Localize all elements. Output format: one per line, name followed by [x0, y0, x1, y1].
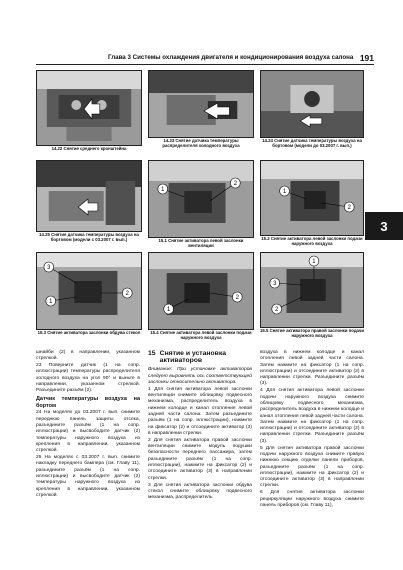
callout-label: 1	[49, 298, 53, 306]
figure-caption: 14.24 Снятие датчика температуры воздуха на бортовом (модели до 03.2007 г. вып.)	[262, 138, 362, 148]
figure-15-3	[36, 252, 142, 338]
note-paragraph: Внимание: При установке активаторов следует выровнять ось соответствующей заслонки относительно активатора.	[148, 367, 252, 385]
figure-14-24	[260, 70, 364, 158]
section-title: Снятие и установка активаторов	[159, 350, 227, 365]
paragraph: 5 Для снятия активатора правой заслонки подачи наружного воздуха снимите правую нижнюю секцию отделки панели приборов, разъедините разъём (1 на сопр. иллюстрации), нажмите на фиксатор (2) и отсоедините активатор (3) в направлении стрелки.	[260, 445, 364, 489]
figure-14-22	[36, 70, 142, 158]
callout-label: 2	[233, 180, 237, 188]
figure-photo	[148, 160, 254, 238]
callout-label: 2	[235, 294, 239, 302]
chapter-tab: 3	[365, 212, 403, 240]
figure-15-5	[260, 252, 364, 338]
figure-photo	[36, 252, 142, 330]
callout-label: 1	[312, 258, 316, 266]
callout-label: 1	[161, 186, 165, 194]
chapter-title: Глава 3 Системы охлаждения двигателя и кондиционирования воздуха салона	[108, 54, 354, 61]
paragraph: 2 Для снятия активатора правой заслонки вентиляции снимите модуль подушки безопасности переднего пассажира, затем разъедините разъём (1 на сопр. иллюстрации), нажмите на фиксатор (2) и отсоедините активатор (3) в направлении стрелки.	[148, 437, 252, 481]
figure-photo	[148, 70, 254, 138]
text-column-3	[260, 350, 364, 510]
header-rule	[36, 64, 374, 65]
callout-label: 3	[273, 280, 277, 288]
figure-14-25	[36, 160, 142, 246]
callout-label: 1	[166, 306, 171, 314]
figure-caption: 14.22 Снятие среднего кронштейна	[51, 146, 127, 151]
paragraph: 6 Для снятия активатора заслонки рециркуляции наружного воздуха снимите панель приборов (см. Главу 11),	[260, 490, 364, 508]
callout-label: 3	[47, 264, 51, 272]
figure-15-2	[260, 160, 364, 246]
figure-photo	[148, 252, 254, 330]
figure-15-4	[148, 252, 254, 338]
figure-photo	[260, 252, 364, 328]
callout-label: 2	[275, 306, 279, 314]
figure-caption: 15.4 Снятие активатора левой заслонки подачи наружного воздуха	[150, 330, 252, 340]
text-column-1	[36, 350, 140, 500]
paragraph: 23 Поверните датчик (1 на сопр. иллюстрации) температуры распределителя холодного воздуха на угол 90° и выньте в направлении, указанном стрелкой. Разъедините разъём (2).	[36, 363, 140, 394]
section-number: 15	[148, 350, 156, 357]
text-column-2	[148, 350, 252, 502]
figure-photo	[260, 160, 364, 236]
figure-caption: 15.2 Снятие активатора левой заслонки подачи наружного воздуха	[261, 236, 363, 246]
page-header	[36, 54, 374, 66]
paragraph: воздуха в нижнем колодце и канал отопления левой задней части салона. Затем нажмите на фиксатор (1 на сопр. иллюстрации) и отсоедините активатор (2) в направлении стрелки. Разъедините разъём (3).	[260, 350, 364, 387]
callout-label: 2	[347, 204, 351, 212]
figure-caption: 15.3 Снятие активатора заслонки обдува стекол	[37, 330, 141, 335]
figure-caption: 14.23 Снятие датчика температуры распределителя холодного воздуха	[162, 138, 240, 148]
paragraph: 25 На моделях с 03.2007 г. вып. снимите накладку переднего бампера (см. Главу 11), разъедините разъём (1 на сопр. иллюстрации) и высвободите датчик (2) температуры наружного воздуха из крепления в направлении, указанном стрелкой.	[36, 455, 140, 498]
paragraph: шнайби (2) в направлении, указанном стрелкой.	[36, 350, 140, 362]
paragraph: 24 На моделях до 03.2007 г. вып. снимите переднюю панель защиты отсека, разъедините разъём (1 на сопр. иллюстрации) и высвободите датчик (2) температуры наружного воздуха из крепления в направлении, указанном стрелкой.	[36, 410, 140, 454]
page-number: 191	[359, 53, 374, 63]
figure-caption: 15.1 Снятие активатора левой заслонки вентиляции	[158, 238, 244, 248]
paragraph: 1 Для снятия активатора левой заслонки вентиляции снимите облицовку подвесного механизма, распределитель воздуха в нижнем колодце и канал отопления левой задней части салона. Затем разъедините разъём (1 на сопр. иллюстрации), нажмите на фиксатор (2) и отсоедините активатор (3) в направлении стрелки.	[148, 386, 252, 436]
figure-14-23	[148, 70, 254, 158]
figure-caption: 14.25 Снятие датчика температуры воздуха на бортовом (модели с 03.2007 г. вып.)	[39, 232, 139, 242]
section-heading	[148, 350, 252, 364]
subsection-heading: Датчик температуры воздуха на бортом	[36, 396, 140, 409]
figure-photo	[260, 70, 364, 138]
figure-photo	[36, 160, 142, 232]
callout-label: 1	[282, 188, 287, 196]
figure-15-1	[148, 160, 254, 246]
callout-label: 2	[125, 290, 129, 298]
figure-caption: 15.5 Снятие активатора правой заслонки подачи наружного воздуха	[260, 328, 364, 338]
paragraph: 3 Для снятия активатора заслонки обдува стекол снимите облицовку подвесного механизма, распределитель	[148, 482, 252, 501]
figure-photo	[36, 70, 142, 146]
paragraph: 4 Для снятия активатора левой заслонки подачи наружного воздуха снимите облицовку подвесного механизма, распределитель воздуха в нижнем колодце и канал отопления левой задней части салона. Затем нажмите на фиксатор (1 на сопр. иллюстрации) и отсоедините активатор (2) в направлении стрелки. Разъедините разъём (3).	[260, 388, 364, 444]
